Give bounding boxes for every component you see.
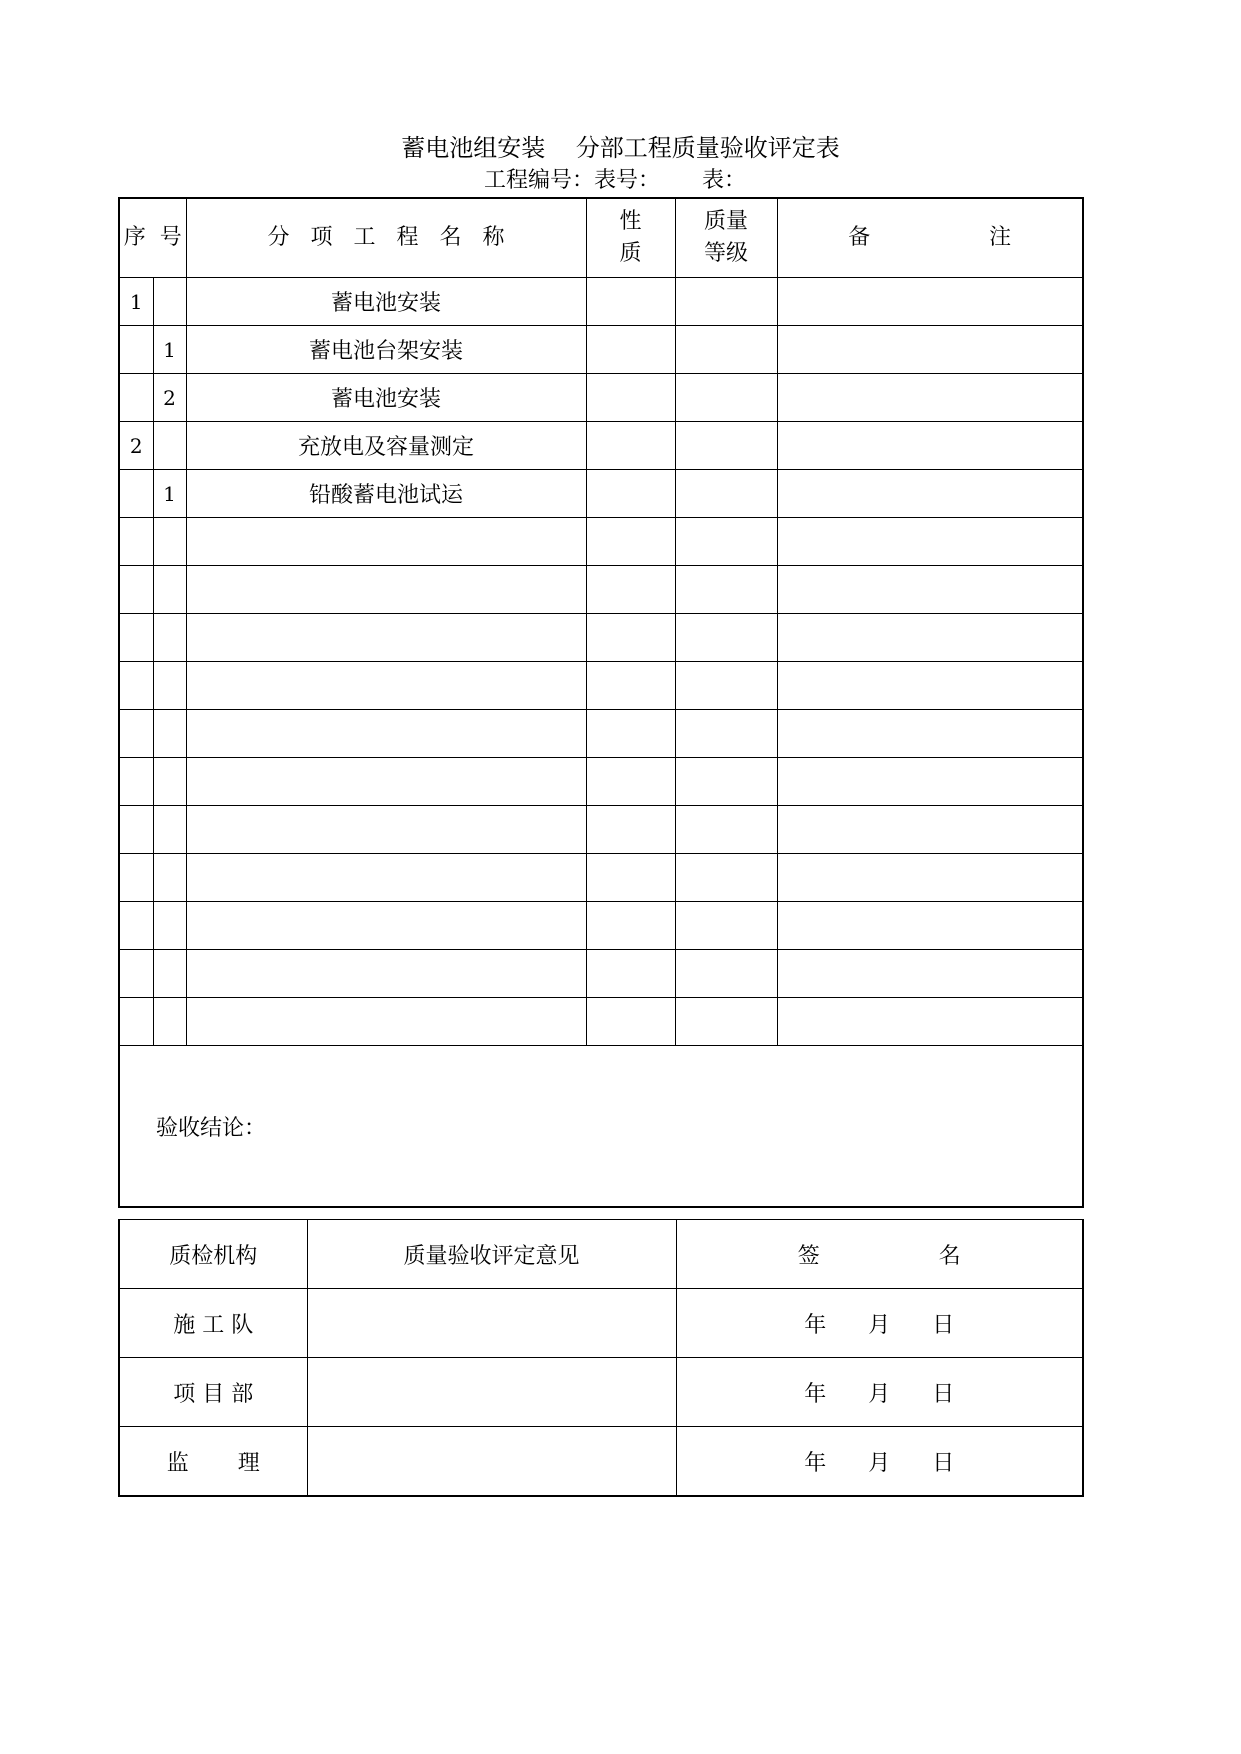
row-grade bbox=[675, 662, 777, 710]
signature-row bbox=[119, 1289, 1083, 1358]
row-seq-main bbox=[119, 374, 153, 422]
row-item-name: 蓄电池安装 bbox=[186, 374, 586, 422]
row-item-name bbox=[186, 998, 586, 1046]
row-seq-main bbox=[119, 806, 153, 854]
row-seq-main bbox=[119, 950, 153, 998]
row-grade bbox=[675, 854, 777, 902]
row-nature bbox=[586, 998, 675, 1046]
header-signature: 签 名 bbox=[676, 1220, 1083, 1289]
row-seq-main: 2 bbox=[119, 422, 153, 470]
date-cell: 年 月 日 bbox=[676, 1289, 1083, 1358]
row-note bbox=[777, 998, 1083, 1046]
org-name: 项 目 部 bbox=[119, 1358, 307, 1427]
row-seq-main bbox=[119, 326, 153, 374]
conclusion-label: 验收结论： bbox=[119, 1046, 1083, 1208]
row-seq-sub: 1 bbox=[153, 470, 186, 518]
row-seq-main bbox=[119, 710, 153, 758]
row-nature bbox=[586, 902, 675, 950]
row-seq-main bbox=[119, 998, 153, 1046]
date-cell: 年 月 日 bbox=[676, 1427, 1083, 1497]
header-nature bbox=[586, 198, 675, 278]
row-item-name bbox=[186, 518, 586, 566]
row-note bbox=[777, 662, 1083, 710]
row-seq-sub bbox=[153, 422, 186, 470]
row-seq-sub bbox=[153, 902, 186, 950]
row-item-name bbox=[186, 902, 586, 950]
row-nature bbox=[586, 518, 675, 566]
table-row bbox=[119, 710, 1083, 758]
table-row bbox=[119, 278, 1083, 326]
header-grade-line2: 等级 bbox=[703, 241, 748, 266]
row-item-name bbox=[186, 950, 586, 998]
table-row bbox=[119, 854, 1083, 902]
row-nature bbox=[586, 374, 675, 422]
row-nature bbox=[586, 950, 675, 998]
row-item-name bbox=[186, 662, 586, 710]
row-seq-main bbox=[119, 566, 153, 614]
table-row bbox=[119, 422, 1083, 470]
row-seq-sub bbox=[153, 614, 186, 662]
row-grade bbox=[675, 710, 777, 758]
opinion-cell bbox=[307, 1358, 676, 1427]
org-name: 施 工 队 bbox=[119, 1289, 307, 1358]
row-note bbox=[777, 566, 1083, 614]
header-opinion: 质量验收评定意见 bbox=[307, 1220, 676, 1289]
signature-table bbox=[118, 1219, 1084, 1497]
row-note bbox=[777, 854, 1083, 902]
row-nature bbox=[586, 278, 675, 326]
row-seq-sub: 1 bbox=[153, 326, 186, 374]
row-nature bbox=[586, 326, 675, 374]
signature-row bbox=[119, 1427, 1083, 1497]
signature-row bbox=[119, 1358, 1083, 1427]
table-row bbox=[119, 566, 1083, 614]
row-seq-sub bbox=[153, 950, 186, 998]
opinion-cell bbox=[307, 1289, 676, 1358]
row-note bbox=[777, 950, 1083, 998]
row-seq-main bbox=[119, 758, 153, 806]
row-note bbox=[777, 806, 1083, 854]
table-row bbox=[119, 950, 1083, 998]
row-seq-sub bbox=[153, 758, 186, 806]
row-item-name bbox=[186, 758, 586, 806]
row-note bbox=[777, 374, 1083, 422]
document-title: 蓄电池组安装 分部工程质量验收评定表 bbox=[401, 134, 840, 162]
table-row bbox=[119, 758, 1083, 806]
row-grade bbox=[675, 470, 777, 518]
row-seq-sub bbox=[153, 998, 186, 1046]
row-item-name bbox=[186, 854, 586, 902]
row-nature bbox=[586, 710, 675, 758]
row-item-name bbox=[186, 614, 586, 662]
row-grade bbox=[675, 326, 777, 374]
row-grade bbox=[675, 422, 777, 470]
row-note bbox=[777, 422, 1083, 470]
header-nature-line2: 质 bbox=[619, 241, 642, 266]
row-nature bbox=[586, 614, 675, 662]
table-row bbox=[119, 614, 1083, 662]
row-seq-sub bbox=[153, 710, 186, 758]
document-subtitle: 工程编号：表号： 表： bbox=[484, 168, 746, 193]
row-note bbox=[777, 758, 1083, 806]
row-seq-main bbox=[119, 662, 153, 710]
signature-header-row bbox=[119, 1220, 1083, 1289]
row-seq-sub: 2 bbox=[153, 374, 186, 422]
row-item-name bbox=[186, 806, 586, 854]
row-grade bbox=[675, 998, 777, 1046]
header-seq: 序 号 bbox=[119, 198, 186, 278]
row-item-name: 蓄电池台架安装 bbox=[186, 326, 586, 374]
row-grade bbox=[675, 614, 777, 662]
row-seq-sub bbox=[153, 854, 186, 902]
conclusion-row bbox=[119, 1046, 1083, 1208]
row-grade bbox=[675, 518, 777, 566]
row-seq-main: 1 bbox=[119, 278, 153, 326]
row-item-name: 蓄电池安装 bbox=[186, 278, 586, 326]
table-row bbox=[119, 374, 1083, 422]
table-row bbox=[119, 902, 1083, 950]
table-row bbox=[119, 326, 1083, 374]
row-item-name bbox=[186, 566, 586, 614]
org-name: 监 理 bbox=[119, 1427, 307, 1497]
row-note bbox=[777, 278, 1083, 326]
row-nature bbox=[586, 422, 675, 470]
row-nature bbox=[586, 758, 675, 806]
row-note bbox=[777, 518, 1083, 566]
header-nature-line1: 性 bbox=[619, 209, 642, 234]
row-item-name: 充放电及容量测定 bbox=[186, 422, 586, 470]
row-seq-sub bbox=[153, 806, 186, 854]
header-grade-line1: 质量 bbox=[703, 209, 748, 234]
row-seq-sub bbox=[153, 662, 186, 710]
row-item-name: 铅酸蓄电池试运 bbox=[186, 470, 586, 518]
table-header-row bbox=[119, 198, 1083, 278]
row-seq-sub bbox=[153, 566, 186, 614]
row-grade bbox=[675, 278, 777, 326]
row-seq-main bbox=[119, 614, 153, 662]
row-grade bbox=[675, 902, 777, 950]
row-seq-main bbox=[119, 470, 153, 518]
row-seq-main bbox=[119, 518, 153, 566]
row-nature bbox=[586, 566, 675, 614]
table-row bbox=[119, 998, 1083, 1046]
row-seq-main bbox=[119, 902, 153, 950]
opinion-cell bbox=[307, 1427, 676, 1497]
table-row bbox=[119, 470, 1083, 518]
row-note bbox=[777, 710, 1083, 758]
row-grade bbox=[675, 374, 777, 422]
table-row bbox=[119, 662, 1083, 710]
row-item-name bbox=[186, 710, 586, 758]
row-seq-sub bbox=[153, 278, 186, 326]
row-note bbox=[777, 902, 1083, 950]
table-row bbox=[119, 518, 1083, 566]
row-nature bbox=[586, 806, 675, 854]
row-grade bbox=[675, 950, 777, 998]
row-grade bbox=[675, 806, 777, 854]
row-nature bbox=[586, 662, 675, 710]
quality-evaluation-table bbox=[118, 197, 1084, 1208]
row-seq-main bbox=[119, 854, 153, 902]
date-cell: 年 月 日 bbox=[676, 1358, 1083, 1427]
header-grade bbox=[675, 198, 777, 278]
header-note: 备 注 bbox=[777, 198, 1083, 278]
header-item-name: 分 项 工 程 名 称 bbox=[186, 198, 586, 278]
row-note bbox=[777, 470, 1083, 518]
row-grade bbox=[675, 566, 777, 614]
row-note bbox=[777, 326, 1083, 374]
header-inspection-org: 质检机构 bbox=[119, 1220, 307, 1289]
row-nature bbox=[586, 470, 675, 518]
row-grade bbox=[675, 758, 777, 806]
row-seq-sub bbox=[153, 518, 186, 566]
row-nature bbox=[586, 854, 675, 902]
row-note bbox=[777, 614, 1083, 662]
table-row bbox=[119, 806, 1083, 854]
